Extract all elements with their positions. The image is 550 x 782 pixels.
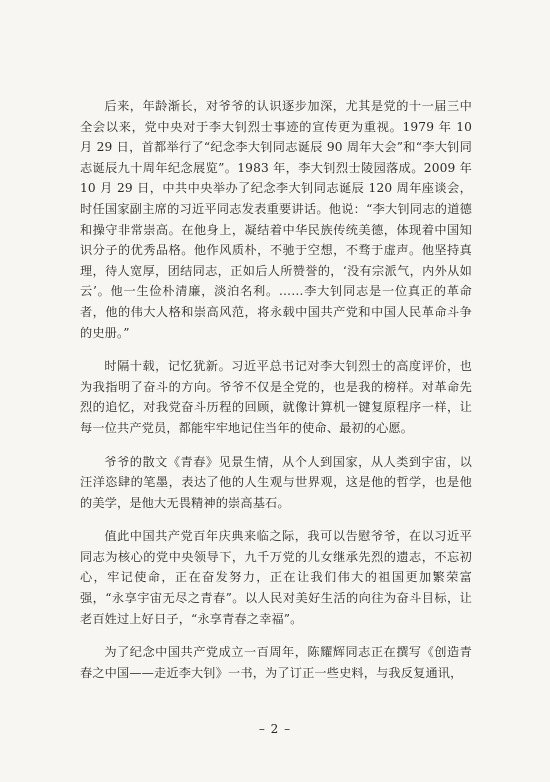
- paragraph-3: 爷爷的散文《青春》见景生情，从个人到国家，从人类到宇宙，以汪洋恣肆的笔墨，表达了他的人生观与世界观，这是他的哲学，也是他的美学，是他大无畏精神的崇高基石。: [80, 454, 472, 510]
- paragraph-4: 值此中国共产党百年庆典来临之际，我可以告慰爷爷，在以习近平同志为核心的党中央领导下，九千万党的儿女继承先烈的遗志，不忘初心，牢记使命，正在奋发努力，正在让我们伟大的祖国更加繁荣富强，“永享宇宙无尽之青春”。以人民对美好生活的向往为奋斗目标，让老百姓过上好日子，“永享青春之幸福”。: [80, 529, 472, 626]
- paragraph-1: 后来，年龄渐长，对爷爷的认识逐步加深，尤其是党的十一届三中全会以来，党中央对于李大钊烈士事迹的宣传更为重视。1979 年 10 月 29 日，首都举行了“纪念李大钊同志诞辰 90 周年大会”和“李大钊同志诞辰九十周年纪念展览”。1983 年，李大钊烈士陵园落成。2009 年 10 月 29 日，中共中央举办了纪念李大钊同志诞辰 120 周年座谈会，时任国家副主席的习近平同志发表重要讲话。他说：“李大钊同志的道德和操守非常崇高。在他身上，凝结着中华民族传统美德，体现着中国知识分子的优秀品格。他作风质朴，不驰于空想，不骛于虚声。他坚持真理，待人宽厚，团结同志，正如后人所赞誉的，‘没有宗派气，内外从如云’。他一生俭朴清廉，淡泊名利。……李大钊同志是一位真正的革命者，他的伟大人格和崇高风范，将永载中国共产党和中国人民革命斗争的史册。”: [80, 99, 472, 340]
- page-number: – 2 –: [258, 722, 292, 736]
- paragraph-2: 时隔十载，记忆犹新。习近平总书记对李大钊烈士的高度评价，也为我指明了奋斗的方向。爷爷不仅是全党的，也是我的榜样。对革命先烈的追忆，对我党奋斗历程的回顾，就像计算机一键复原程序一样，让每一位共产党员，都能牢牢地记住当年的使命、最初的心愿。: [80, 359, 472, 435]
- paragraph-5: 为了纪念中国共产党成立一百周年，陈耀辉同志正在撰写《创造青春之中国——走近李大钊》一书，为了订正一些史料，与我反复通讯，: [80, 645, 472, 680]
- body-text: [80, 96, 472, 696]
